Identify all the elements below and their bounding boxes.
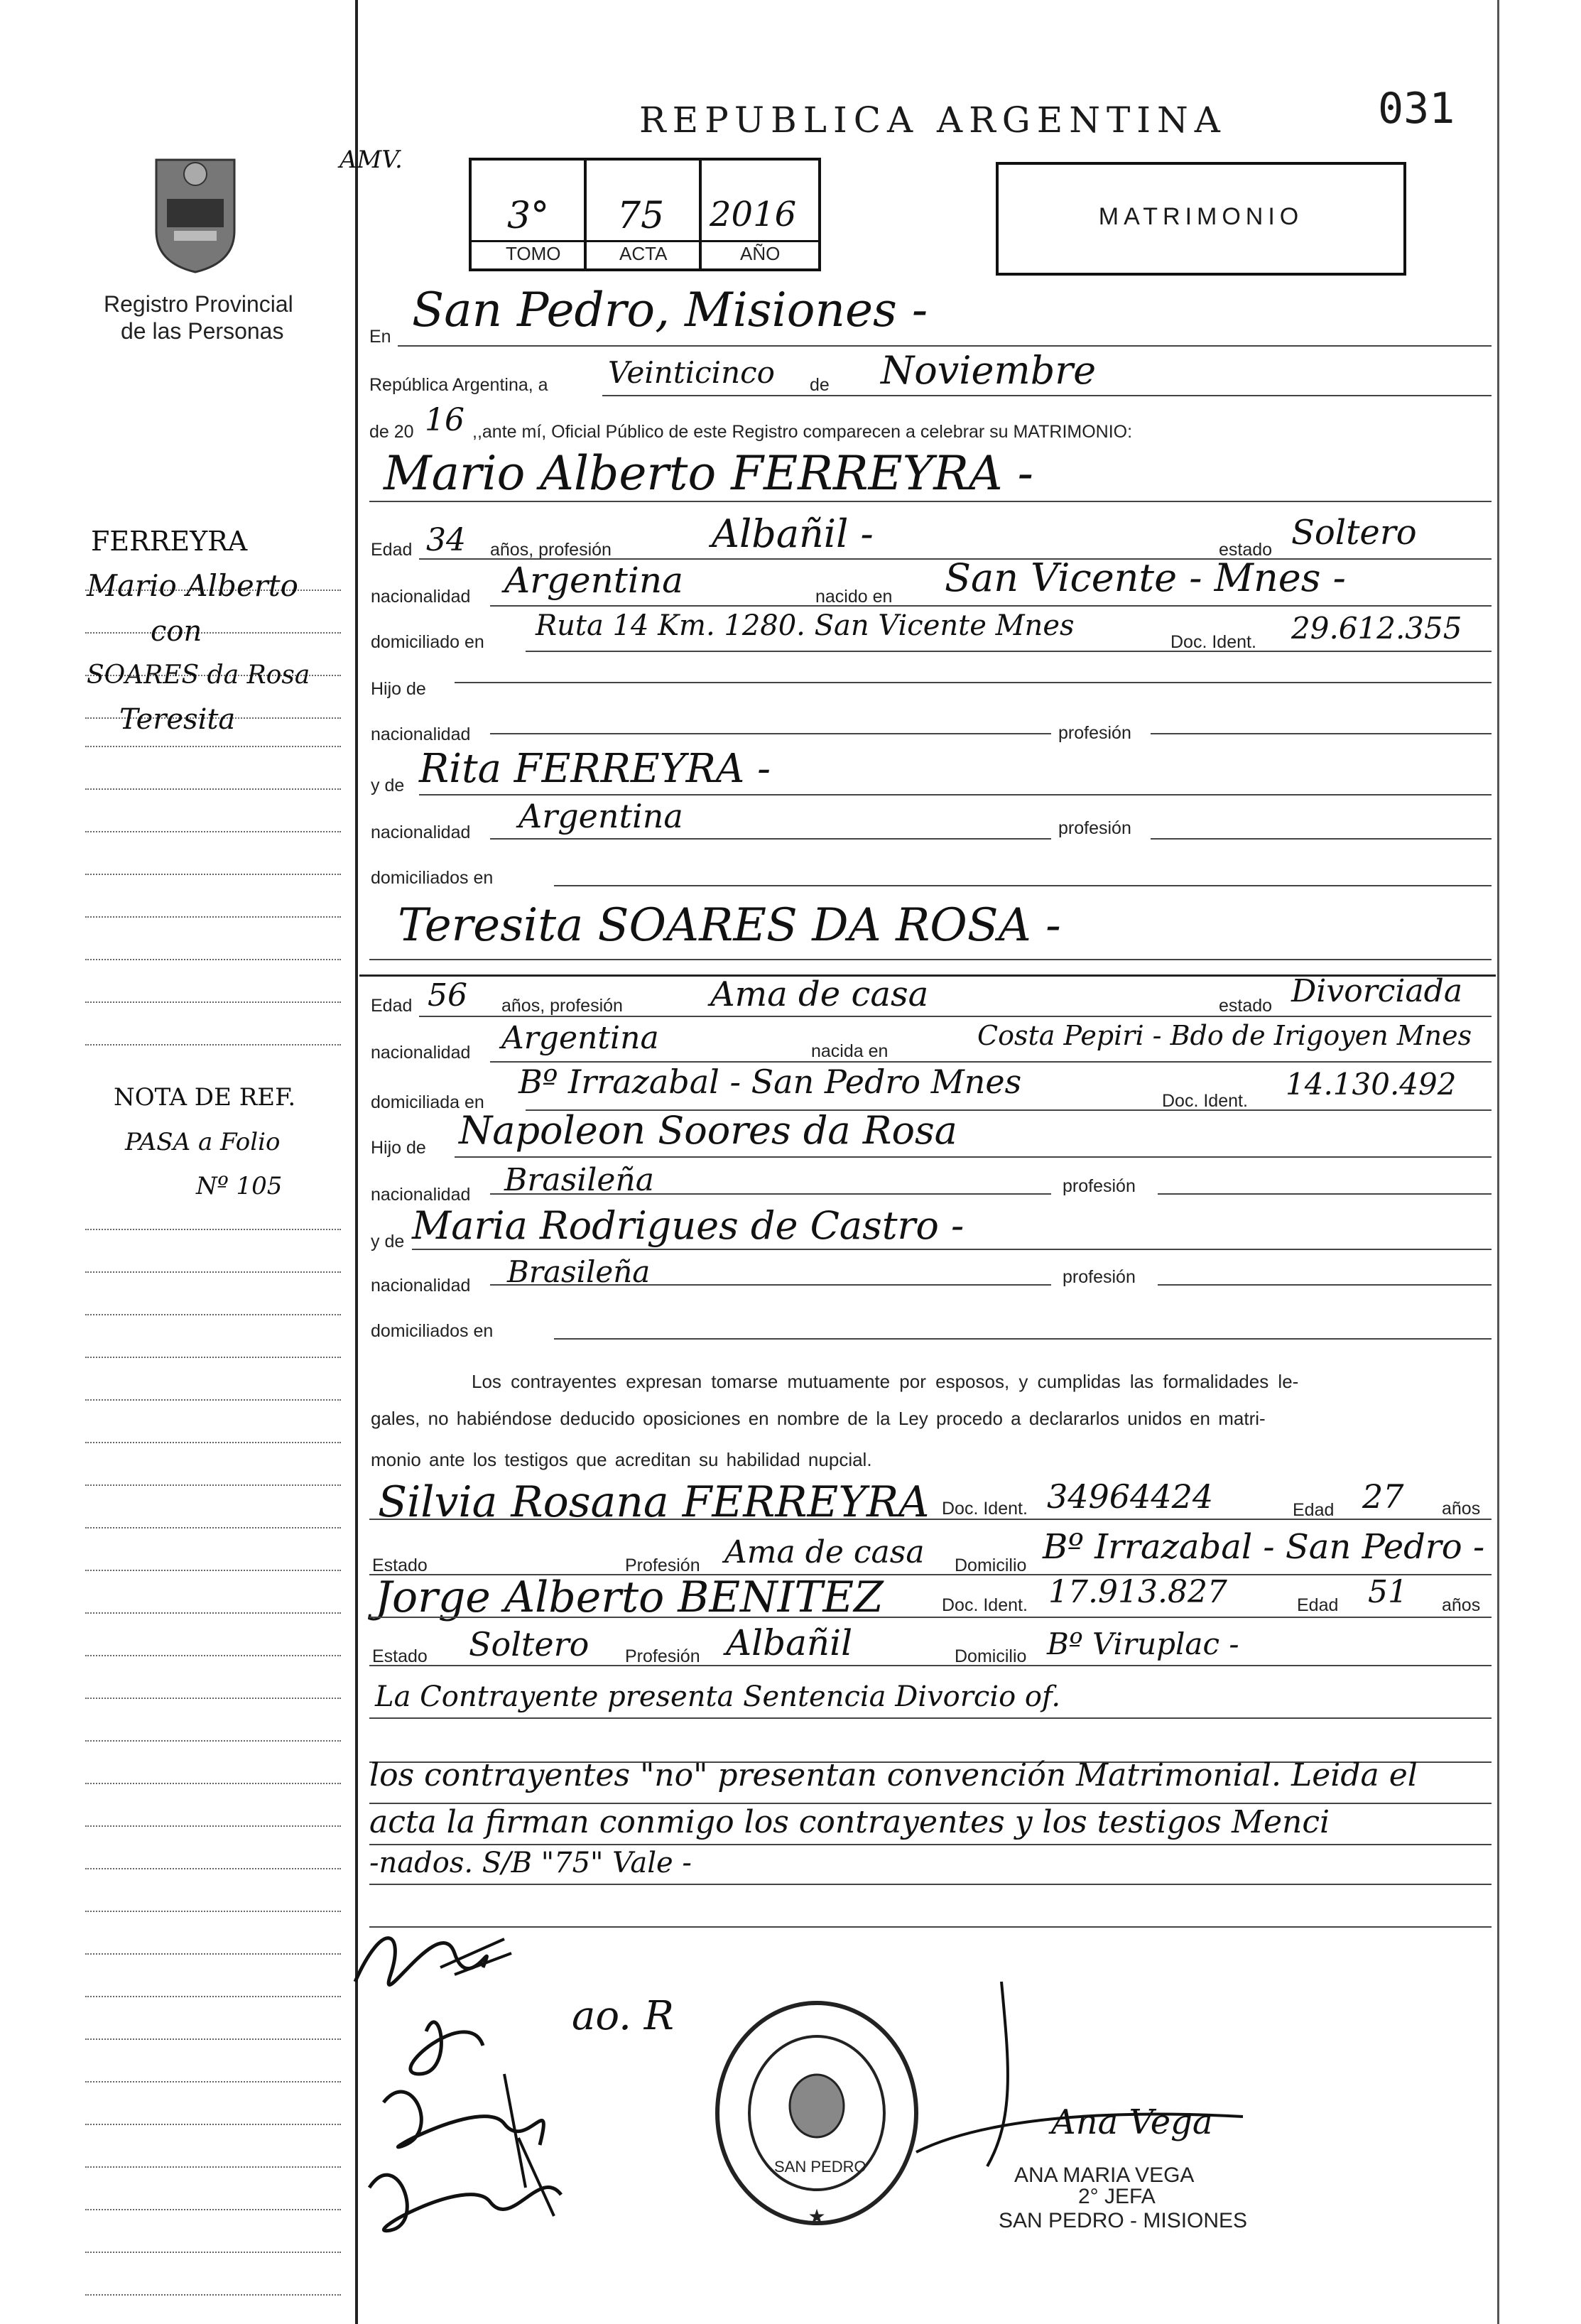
bride-father-nationality: Brasileña bbox=[504, 1162, 654, 1198]
bride-name: Teresita SOARES DA ROSA - bbox=[398, 899, 1061, 952]
groom-nacionalidad-label: nacionalidad bbox=[371, 587, 471, 607]
groom-nationality: Argentina bbox=[504, 560, 683, 601]
de-label: de bbox=[810, 375, 830, 395]
groom-hijo-label: Hijo de bbox=[371, 679, 426, 699]
bride-y-de-label: y de bbox=[371, 1232, 405, 1251]
registry-name-line-2: de las Personas bbox=[121, 318, 284, 344]
groom-doc-number: 29.612.355 bbox=[1291, 611, 1462, 646]
year-suffix: 16 bbox=[425, 402, 464, 438]
tomo-value: 3° bbox=[507, 195, 550, 237]
margin-given-groom: Mario Alberto bbox=[87, 568, 298, 603]
bride-mother: Maria Rodrigues de Castro - bbox=[412, 1203, 965, 1248]
record-type-label: MATRIMONIO bbox=[1098, 203, 1304, 230]
groom-age: 34 bbox=[426, 522, 466, 558]
official-signature-text: Ana Vega bbox=[1051, 2102, 1213, 2142]
margin-annotation: AMV. bbox=[339, 146, 403, 174]
witness-1-name: Silvia Rosana FERREYRA bbox=[378, 1477, 930, 1527]
groom-name: Mario Alberto FERREYRA - bbox=[384, 446, 1033, 501]
bride-domiciliados-label: domiciliados en bbox=[371, 1321, 494, 1341]
bride-nacida-label: nacida en bbox=[811, 1041, 889, 1061]
witness-2-name: Jorge Alberto BENITEZ bbox=[375, 1573, 884, 1622]
bride-mother-nationality: Brasileña bbox=[507, 1254, 651, 1289]
bride-mother-nat-label: nacionalidad bbox=[371, 1276, 471, 1296]
official-location: SAN PEDRO - MISIONES bbox=[999, 2209, 1248, 2232]
witness-2-profession: Albañil bbox=[726, 1622, 853, 1663]
witness-1-doc-number: 34964424 bbox=[1047, 1477, 1214, 1516]
registry-name-line-1: Registro Provincial bbox=[104, 291, 293, 317]
witness-1-profession: Ama de casa bbox=[724, 1534, 925, 1570]
groom-doc-label: Doc. Ident. bbox=[1170, 632, 1256, 652]
right-page-edge bbox=[1497, 0, 1499, 2324]
bride-father-nat-label: nacionalidad bbox=[371, 1185, 471, 1205]
bride-nationality: Argentina bbox=[501, 1020, 659, 1056]
witness-1-domicilio-label: Domicilio bbox=[955, 1555, 1027, 1575]
notes-line-2: los contrayentes "no" presentan convención Matrimonial. Leida el bbox=[369, 1757, 1418, 1793]
groom-civil-status: Soltero bbox=[1291, 513, 1417, 553]
acta-label: ACTA bbox=[619, 243, 668, 264]
witness-2-doc-number: 17.913.827 bbox=[1048, 1574, 1227, 1610]
tomo-label: TOMO bbox=[506, 243, 561, 264]
anio-value: 2016 bbox=[710, 195, 797, 234]
groom-domiciliado-label: domiciliado en bbox=[371, 632, 484, 652]
witness-2-age: 51 bbox=[1368, 1574, 1408, 1610]
groom-mother: Rita FERREYRA - bbox=[419, 746, 771, 792]
bride-edad-label: Edad bbox=[371, 996, 413, 1016]
place-value: San Pedro, Misiones - bbox=[412, 283, 928, 337]
record-type-box bbox=[996, 162, 1406, 276]
bride-doc-number: 14.130.492 bbox=[1286, 1067, 1457, 1102]
bride-profession: Ama de casa bbox=[710, 974, 929, 1014]
groom-father-nat-label: nacionalidad bbox=[371, 724, 471, 744]
witness-2-domicilio-label: Domicilio bbox=[955, 1646, 1027, 1666]
bride-civil-status: Divorciada bbox=[1291, 973, 1463, 1009]
stamp-center-text: SAN PEDRO bbox=[774, 2158, 866, 2176]
notes-line-1: La Contrayente presenta Sentencia Divorcio of. bbox=[375, 1680, 1061, 1713]
groom-profession: Albañil - bbox=[712, 511, 874, 556]
bride-birthplace: Costa Pepiri - Bdo de Irigoyen Mnes bbox=[977, 1020, 1472, 1051]
witness-2-edad-label: Edad bbox=[1297, 1595, 1339, 1615]
witness-2-address: Bº Viruplac - bbox=[1047, 1627, 1239, 1661]
groom-address: Ruta 14 Km. 1280. San Vicente Mnes bbox=[536, 609, 1075, 642]
margin-note-number: Nº 105 bbox=[196, 1172, 283, 1200]
contracting-party-signatures bbox=[341, 1889, 739, 2244]
bride-domiciliada-label: domiciliada en bbox=[371, 1092, 484, 1112]
intro-statement: ,,ante mí, Oficial Público de este Registro comparecen a celebrar su MATRIMONIO: bbox=[472, 422, 1133, 442]
svg-text:★: ★ bbox=[808, 2205, 826, 2228]
groom-mother-nat-label: nacionalidad bbox=[371, 822, 471, 842]
groom-birthplace: San Vicente - Mnes - bbox=[945, 555, 1346, 600]
witness-1-age: 27 bbox=[1362, 1477, 1404, 1516]
bride-mother-prof-label: profesión bbox=[1063, 1267, 1136, 1287]
declaration-line-1: Los contrayentes expresan tomarse mutuamente por esposos, y cumplidas las formalidades le- bbox=[472, 1371, 1299, 1392]
day-value: Veinticinco bbox=[608, 355, 775, 390]
groom-mother-prof-label: profesión bbox=[1058, 818, 1131, 838]
witness-2-civil-status: Soltero bbox=[469, 1625, 590, 1663]
groom-domiciliados-label: domiciliados en bbox=[371, 868, 494, 888]
republica-label: República Argentina, a bbox=[369, 375, 548, 395]
declaration-line-3: monio ante los testigos que acreditan su habilidad nupcial. bbox=[371, 1449, 872, 1470]
margin-connector: con bbox=[151, 615, 202, 648]
month-value: Noviembre bbox=[881, 348, 1097, 393]
bride-father: Napoleon Soores da Rosa bbox=[459, 1108, 957, 1153]
groom-anos-prof-label: años, profesión bbox=[490, 540, 612, 560]
witness-2-doc-label: Doc. Ident. bbox=[942, 1595, 1028, 1615]
anio-label: AÑO bbox=[740, 243, 781, 264]
initials: ao. R bbox=[572, 1993, 674, 2039]
official-signature bbox=[902, 1975, 1271, 2173]
groom-edad-label: Edad bbox=[371, 540, 413, 560]
margin-note-ref: NOTA DE REF. bbox=[114, 1083, 296, 1112]
record-number-box bbox=[469, 158, 821, 271]
margin-surname-groom: FERREYRA bbox=[91, 526, 248, 557]
bride-hijo-label: Hijo de bbox=[371, 1138, 426, 1158]
notes-line-3: acta la firman conmigo los contrayentes y los testigos Menci bbox=[369, 1804, 1330, 1840]
bride-nacionalidad-label: nacionalidad bbox=[371, 1043, 471, 1063]
notes-line-4: -nados. S/B "75" Vale - bbox=[369, 1847, 692, 1879]
margin-given-bride: Teresita bbox=[119, 703, 236, 736]
groom-father-prof-label: profesión bbox=[1058, 723, 1131, 743]
witness-2-anos-label: años bbox=[1442, 1595, 1481, 1615]
witness-1-doc-label: Doc. Ident. bbox=[942, 1499, 1028, 1519]
provincial-seal bbox=[142, 146, 249, 273]
witness-1-anos-label: años bbox=[1442, 1499, 1481, 1519]
bride-doc-label: Doc. Ident. bbox=[1162, 1091, 1248, 1111]
bride-anos-prof-label: años, profesión bbox=[501, 996, 623, 1016]
registry-stamp bbox=[710, 1996, 923, 2230]
witness-1-edad-label: Edad bbox=[1293, 1500, 1335, 1520]
acta-value: 75 bbox=[617, 195, 665, 237]
declaration-line-2: gales, no habiéndose deducido oposiciones en nombre de la Ley procedo a declararlos unidos en matri- bbox=[371, 1408, 1266, 1429]
witness-1-profesion-label: Profesión bbox=[625, 1555, 700, 1575]
groom-mother-nationality: Argentina bbox=[518, 797, 683, 835]
bride-age: 56 bbox=[428, 977, 467, 1014]
year-prefix: de 20 bbox=[369, 422, 414, 442]
page-number: 031 bbox=[1378, 84, 1455, 134]
official-name: ANA MARIA VEGA bbox=[1014, 2163, 1195, 2187]
witness-2-profesion-label: Profesión bbox=[625, 1646, 700, 1666]
margin-note-folio: PASA a Folio bbox=[125, 1128, 281, 1156]
witness-2-estado-label: Estado bbox=[372, 1646, 428, 1666]
bride-address: Bº Irrazabal - San Pedro Mnes bbox=[518, 1063, 1022, 1101]
bride-father-prof-label: profesión bbox=[1063, 1176, 1136, 1196]
groom-y-de-label: y de bbox=[371, 776, 405, 796]
en-label: En bbox=[369, 327, 391, 347]
groom-estado-label: estado bbox=[1219, 540, 1273, 560]
witness-1-address: Bº Irrazabal - San Pedro - bbox=[1043, 1527, 1485, 1567]
margin-surname-bride: SOARES da Rosa bbox=[87, 661, 310, 690]
country-title: REPUBLICA ARGENTINA bbox=[639, 99, 1227, 141]
groom-nacido-label: nacido en bbox=[815, 587, 893, 607]
bride-estado-label: estado bbox=[1219, 996, 1273, 1016]
official-title: 2° JEFA bbox=[1078, 2185, 1156, 2208]
witness-1-estado-label: Estado bbox=[372, 1555, 428, 1575]
